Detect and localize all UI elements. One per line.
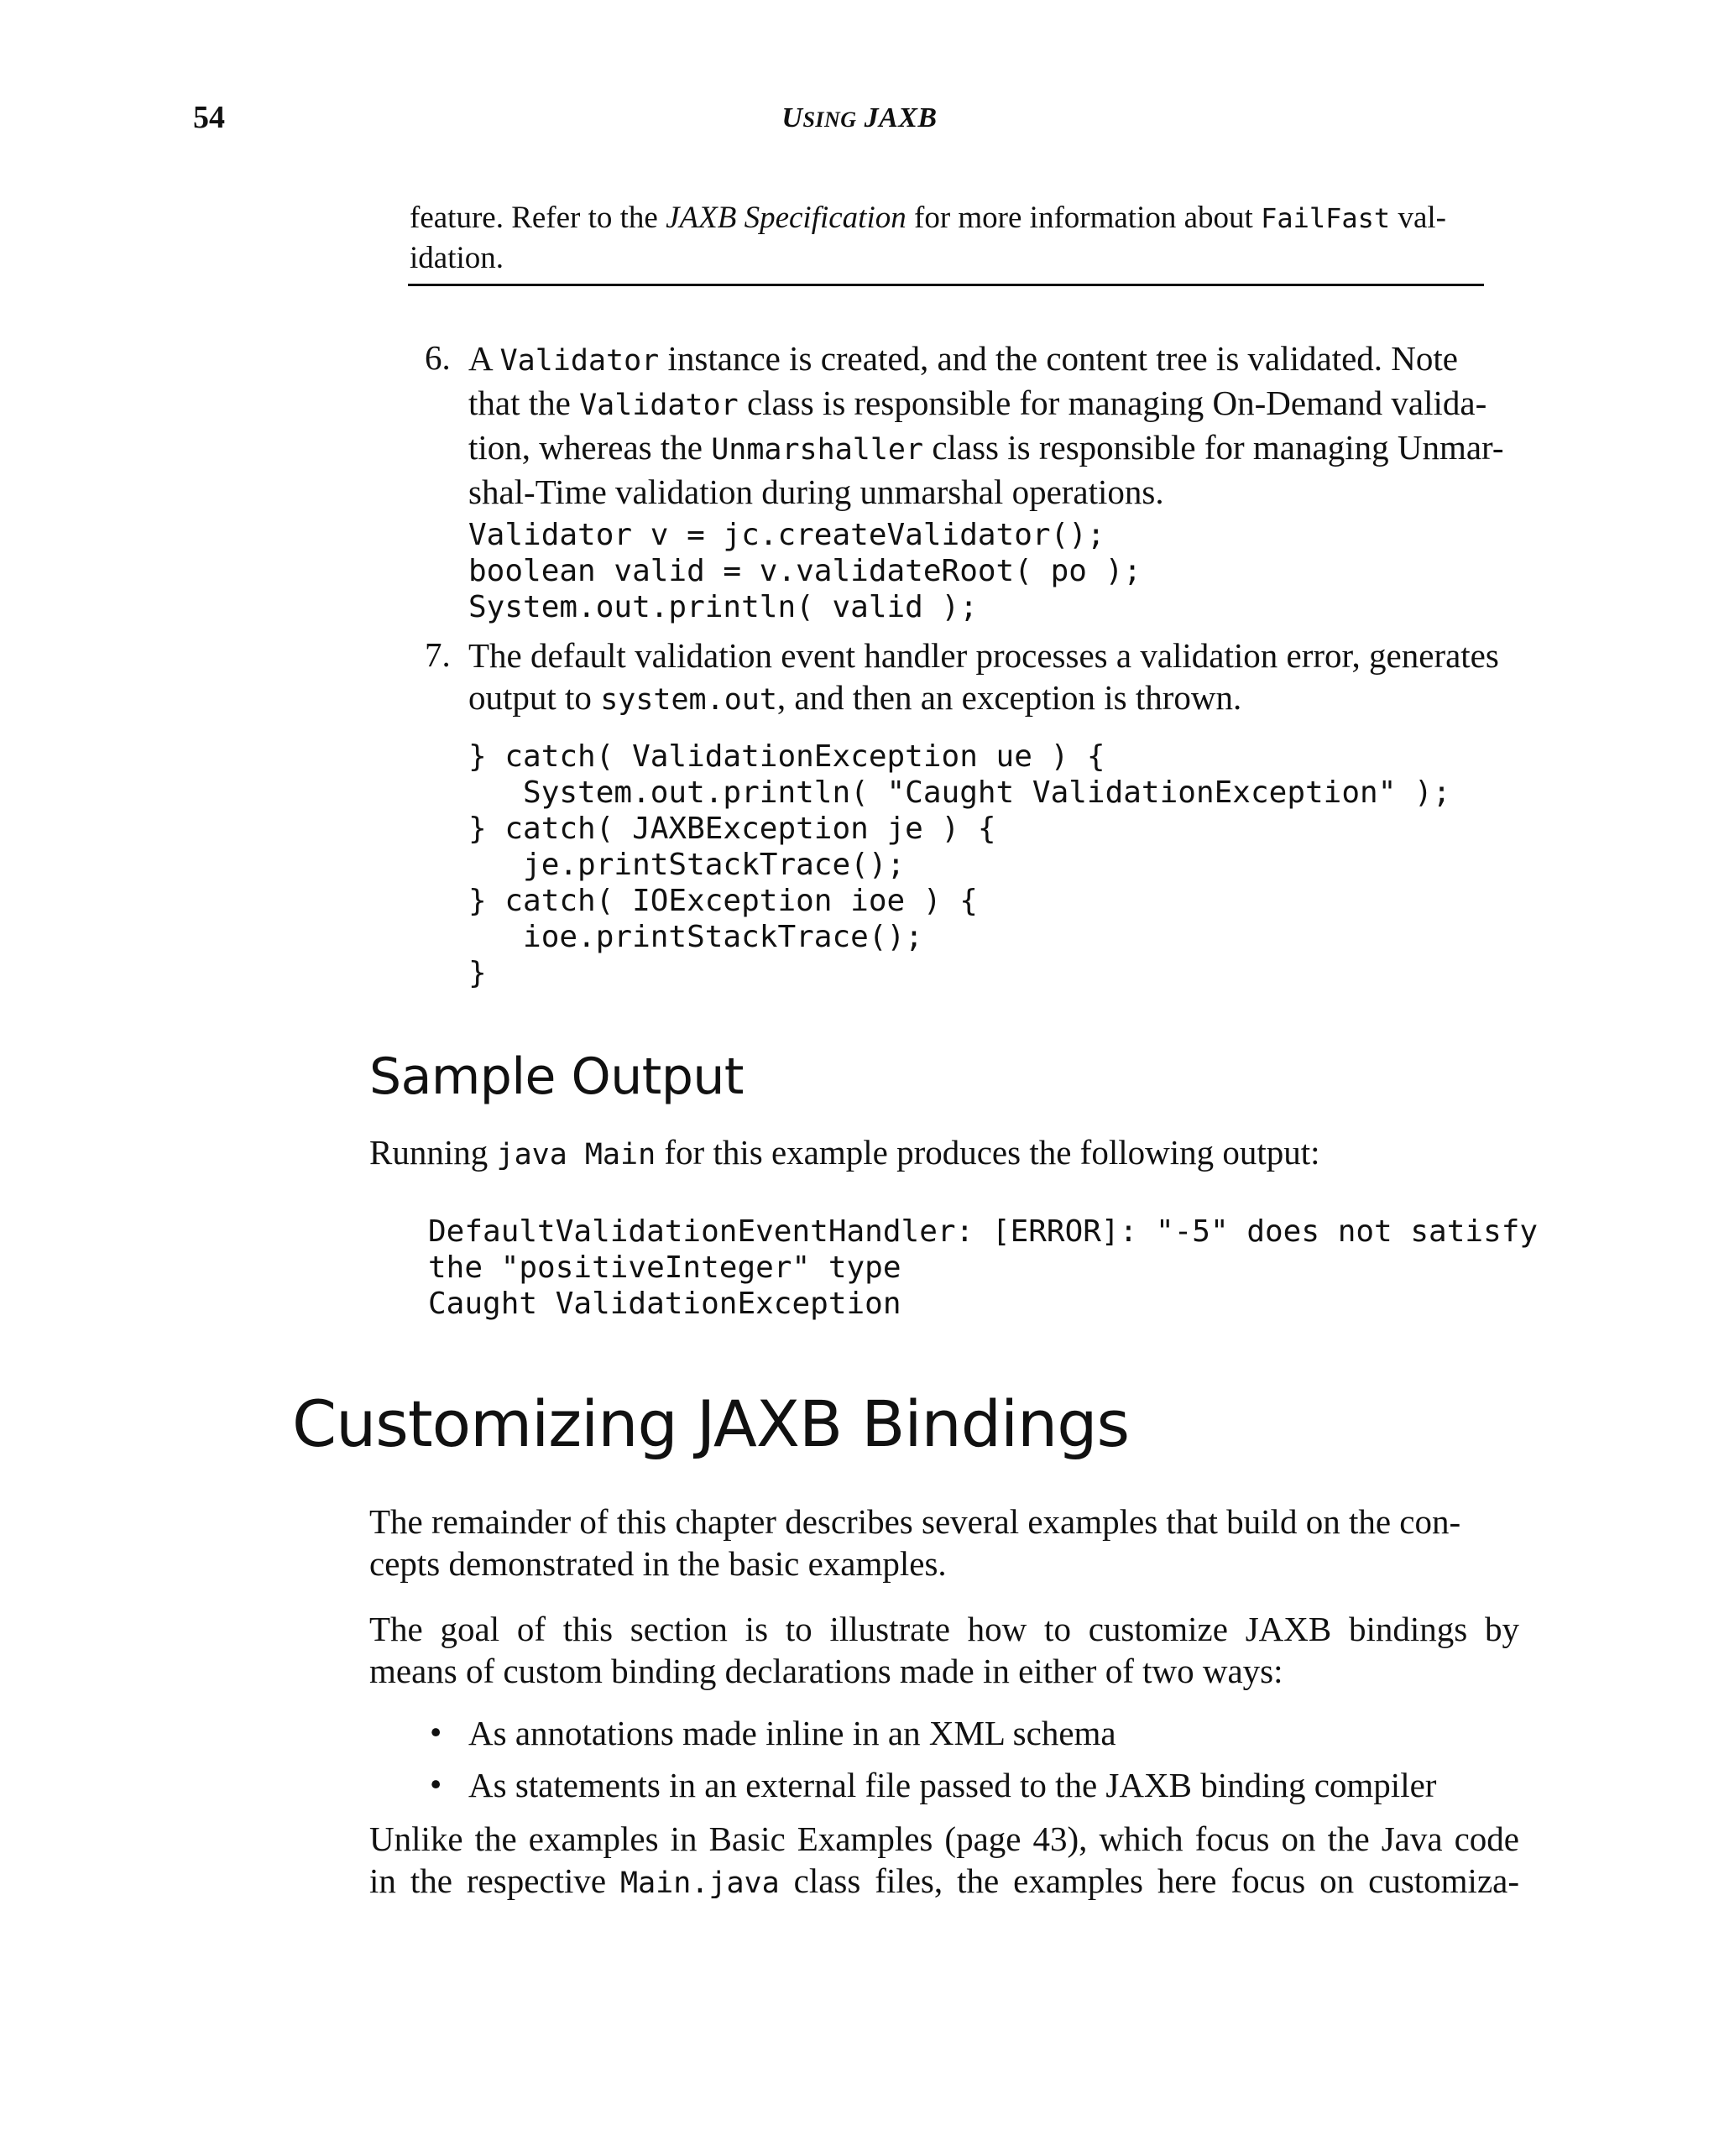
list-item: As annotations made inline in an XML schema (468, 1714, 1116, 1752)
running-head: USING JAXB (781, 102, 938, 133)
customizing-paragraph-1: The remainder of this chapter describes several examples that build on the con- cepts demonstrated in the basic examples. (369, 1502, 1461, 1583)
sample-output-code: DefaultValidationEventHandler: [ERROR]: "-5" does not satisfy the "positiveInteger" type Caught ValidationException (428, 1214, 1539, 1321)
step-6-code: Validator v = jc.createValidator(); boolean valid = v.validateRoot( po ); System.out.println( valid ); (468, 518, 1142, 624)
step-number-6: 6. (425, 338, 451, 377)
note-text: feature. Refer to the JAXB Specification for more information about FailFast val- idation. (410, 201, 1446, 275)
step-7-text: The default validation event handler processes a validation error, generates output to system.out, and then an exception is thrown. (468, 636, 1499, 717)
customizing-paragraph-2: The goal of this section is to illustrate how to customize JAXB bindings by means of custom binding declarations made in either of two ways: (369, 1610, 1519, 1690)
section-heading-sample-output: Sample Output (369, 1047, 744, 1106)
step-number-7: 7. (425, 635, 451, 674)
page-number: 54 (193, 100, 225, 135)
list-item: As statements in an external file passed to the JAXB binding compiler (468, 1766, 1437, 1804)
chapter-section-heading: Customizing JAXB Bindings (292, 1386, 1130, 1461)
bullet-glyph: • (430, 1713, 442, 1751)
bullet-glyph: • (430, 1765, 442, 1804)
sample-output-intro: Running java Main for this example produces the following output: (369, 1133, 1320, 1172)
step-6-text: A Validator instance is created, and the content tree is validated. Note that the Validator class is responsible for managing On-Demand valida- tion, whereas the Unmarshaller class is responsible for managing Unmar- shal-Time validation during unmarshal operations. (468, 339, 1504, 511)
step-7-code: } catch( ValidationException ue ) { System.out.println( "Caught ValidationException" ); } catch( JAXBException je ) { je.printStackTrace(); } catch( IOException ioe ) { ioe.printStackTrace(); } (468, 739, 1451, 990)
note-divider (408, 284, 1484, 286)
customizing-paragraph-3: Unlike the examples in Basic Examples (page 43), which focus on the Java code in the respective Main.java class files, the examples here focus on customiza- (369, 1819, 1519, 1900)
